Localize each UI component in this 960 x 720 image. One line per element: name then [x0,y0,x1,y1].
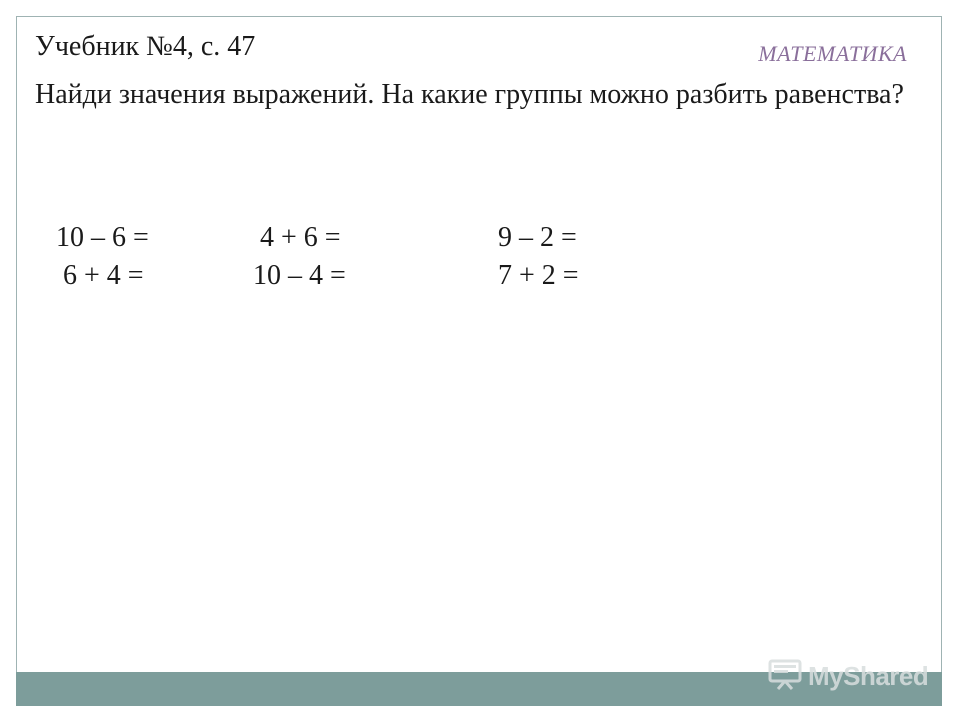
expression-5: 9 – 2 = [498,222,577,253]
expression-4: 10 – 4 = [253,260,346,291]
watermark [768,658,928,694]
watermark-text: MyShared [808,660,929,691]
presentation-board-icon [768,658,802,695]
slide-title: Учебник №4, с. 47 [35,31,256,62]
expression-1: 10 – 6 = [56,222,149,253]
task-text: Найди значения выражений. На какие группы можно разбить равенства? [35,79,904,110]
subject-label: МАТЕМАТИКА [758,41,907,66]
expression-6: 7 + 2 = [498,260,579,291]
expression-2: 6 + 4 = [56,260,144,291]
expression-3: 4 + 6 = [253,222,341,253]
slide [16,16,942,704]
